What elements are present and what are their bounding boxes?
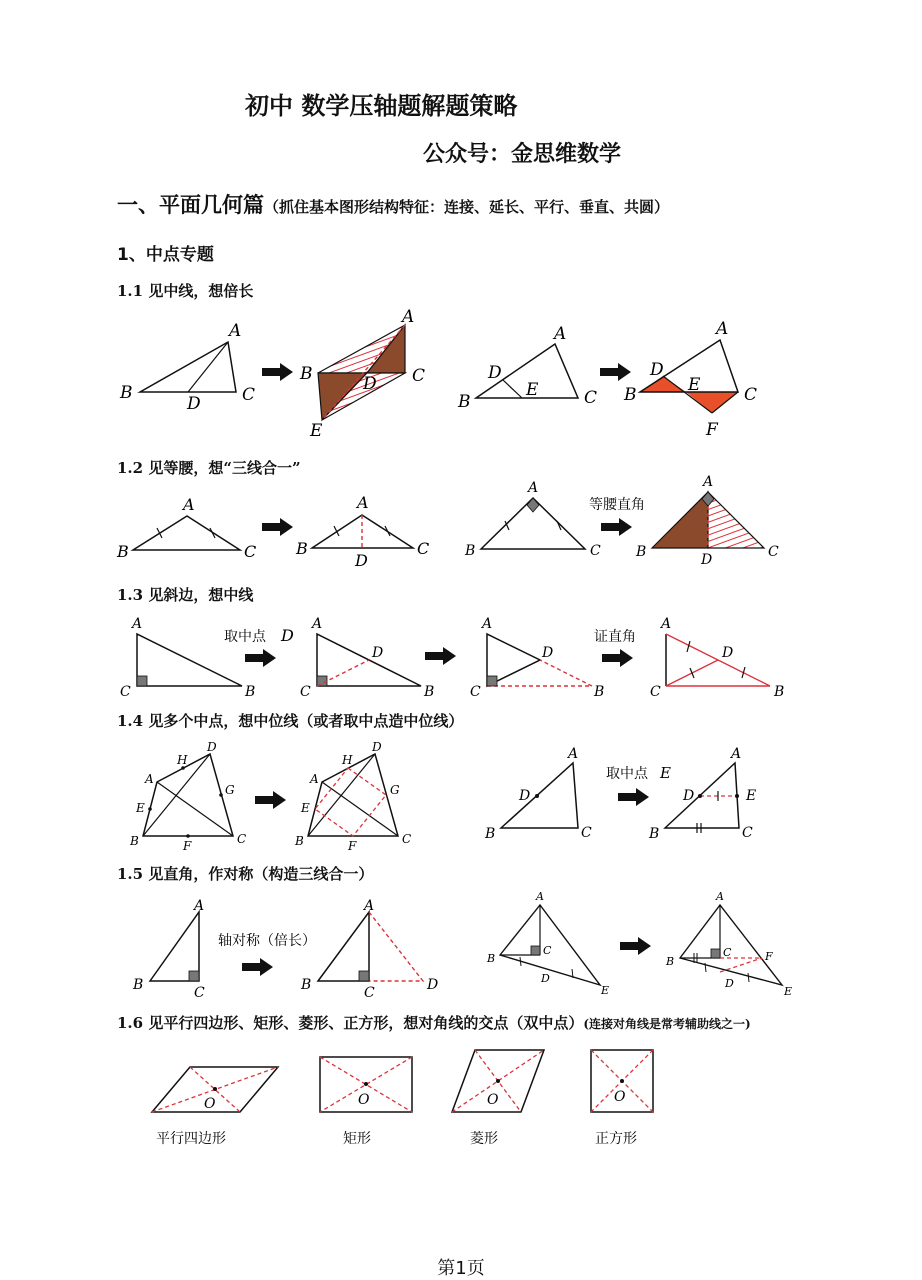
label-take-mid-e: 取中点: [606, 766, 648, 782]
svg-text:D: D: [372, 740, 382, 754]
svg-text:B: B: [133, 977, 144, 993]
svg-text:E: E: [746, 788, 757, 804]
figure-1-2-a: [116, 495, 256, 561]
arrow-icon: [601, 518, 632, 536]
label-take-mid-d: 取中点: [224, 629, 266, 645]
figure-1-2-b: [295, 493, 429, 570]
svg-text:C: C: [300, 684, 311, 700]
svg-text:A: A: [312, 616, 323, 632]
svg-text:C: C: [120, 684, 131, 700]
figure-1-4-b: [294, 740, 411, 853]
svg-text:A: A: [145, 772, 154, 786]
svg-text:C: C: [244, 542, 257, 561]
caption-square: 正方形: [595, 1131, 637, 1147]
figure-1-3-b: [300, 616, 434, 700]
figure-square: [591, 1050, 653, 1112]
svg-text:C: C: [723, 946, 732, 959]
svg-text:B: B: [649, 826, 660, 842]
page-title: 初中 数学压轴题解题策略: [245, 92, 518, 120]
svg-text:E: E: [136, 801, 145, 815]
svg-text:A: A: [310, 772, 319, 786]
caption-rhombus: 菱形: [470, 1131, 498, 1147]
svg-text:D: D: [519, 788, 531, 804]
svg-text:B: B: [117, 542, 129, 561]
svg-text:C: C: [364, 985, 375, 1001]
svg-text:E: E: [784, 985, 793, 998]
svg-text:D: D: [701, 552, 713, 568]
svg-text:A: A: [528, 480, 539, 496]
svg-text:B: B: [487, 952, 496, 965]
svg-text:A: A: [716, 890, 724, 903]
svg-text:A: A: [568, 746, 579, 762]
svg-text:A: A: [716, 319, 729, 339]
svg-text:E: E: [688, 375, 701, 395]
arrow-icon: [620, 937, 651, 955]
svg-text:H: H: [177, 753, 188, 767]
svg-text:D: D: [541, 972, 550, 985]
svg-text:E: E: [310, 421, 323, 441]
figure-1-3-d: [650, 616, 784, 700]
svg-text:A: A: [364, 898, 375, 914]
figure-1-4-d: [648, 746, 756, 842]
svg-text:C: C: [584, 388, 598, 408]
svg-text:B: B: [300, 364, 313, 384]
svg-text:A: A: [402, 307, 415, 327]
svg-text:C: C: [742, 825, 753, 841]
svg-text:B: B: [636, 544, 647, 560]
svg-text:O: O: [204, 1096, 216, 1112]
svg-text:B: B: [666, 955, 675, 968]
svg-text:O: O: [487, 1092, 499, 1108]
item-1-6-note: (连接对角线是常考辅助线之一): [583, 1017, 751, 1031]
svg-text:C: C: [744, 385, 758, 405]
arrow-icon: [242, 958, 273, 976]
svg-text:D: D: [488, 363, 502, 383]
label-axis-sym: 轴对称（倍长）: [218, 933, 316, 949]
svg-text:C: C: [412, 366, 426, 386]
figure-rectangle: [320, 1057, 412, 1112]
svg-text:A: A: [731, 746, 742, 762]
svg-text:E: E: [526, 380, 539, 400]
figure-1-4-c: [484, 746, 592, 842]
label-point-e: E: [660, 764, 671, 782]
svg-text:A: A: [536, 890, 544, 903]
caption-parallelogram: 平行四边形: [156, 1131, 226, 1147]
svg-text:B: B: [301, 977, 312, 993]
svg-text:C: C: [590, 543, 601, 559]
arrow-icon: [262, 363, 293, 381]
svg-text:D: D: [650, 360, 664, 380]
svg-text:D: D: [725, 977, 734, 990]
label-point-d: D: [281, 626, 294, 645]
figure-1-5-a: [132, 898, 205, 1001]
caption-rectangle: 矩形: [343, 1131, 371, 1147]
figure-1-2-c: [464, 480, 601, 559]
figure-1-5-d: [665, 890, 792, 998]
svg-text:A: A: [183, 495, 195, 514]
arrow-icon: [425, 647, 456, 665]
svg-text:D: D: [683, 788, 695, 804]
svg-text:E: E: [601, 984, 610, 997]
arrow-icon: [245, 649, 276, 667]
svg-text:C: C: [237, 832, 247, 846]
figure-parallelogram: [152, 1067, 278, 1112]
svg-text:G: G: [390, 783, 400, 797]
svg-text:F: F: [348, 839, 357, 853]
item-heading-1-3: 1.3 见斜边，想中线: [117, 586, 254, 604]
svg-text:A: A: [703, 474, 714, 490]
item-heading-1-4: 1.4 见多个中点，想中位线（或者取中点造中位线）: [117, 712, 464, 730]
arrow-icon: [618, 788, 649, 806]
svg-text:B: B: [130, 834, 139, 848]
svg-text:O: O: [614, 1089, 626, 1105]
svg-text:D: D: [372, 645, 384, 661]
svg-text:D: D: [722, 645, 734, 661]
svg-text:F: F: [706, 420, 718, 440]
arrow-icon: [255, 791, 286, 809]
svg-text:F: F: [765, 950, 773, 963]
svg-text:B: B: [245, 684, 256, 700]
svg-text:C: C: [768, 544, 779, 560]
figure-1-5-b: [300, 898, 438, 1001]
svg-text:B: B: [424, 684, 435, 700]
figure-1-1-c: [457, 324, 597, 412]
figure-1-5-c: [486, 890, 609, 997]
svg-text:C: C: [581, 825, 592, 841]
svg-text:F: F: [183, 839, 192, 853]
item-1-6-label: 1.6 见平行四边形、矩形、菱形、正方形，想对角线的交点（双中点）: [117, 1014, 584, 1032]
svg-text:C: C: [543, 944, 552, 957]
figure-1-4-a: [129, 740, 246, 853]
figure-rhombus: [452, 1050, 544, 1112]
svg-text:B: B: [485, 826, 496, 842]
svg-text:A: A: [661, 616, 672, 632]
figure-1-1-b: [299, 307, 425, 441]
label-prove-right: 证直角: [594, 629, 636, 645]
svg-text:B: B: [465, 543, 476, 559]
label-isosceles-right: 等腰直角: [589, 497, 645, 513]
item-heading-1-1: 1.1 见中线，想倍长: [117, 282, 254, 300]
svg-text:O: O: [358, 1092, 370, 1108]
figure-1-3-c: [470, 616, 604, 700]
svg-text:A: A: [132, 616, 143, 632]
svg-text:D: D: [355, 551, 368, 570]
svg-text:B: B: [120, 383, 133, 403]
topic-heading: 1、中点专题: [117, 245, 214, 265]
svg-text:B: B: [624, 385, 637, 405]
figure-1-1-a: [119, 321, 255, 414]
svg-text:C: C: [417, 539, 430, 558]
svg-text:C: C: [242, 385, 256, 405]
arrow-icon: [600, 363, 631, 381]
svg-text:B: B: [458, 392, 471, 412]
arrow-icon: [602, 649, 633, 667]
svg-text:B: B: [296, 539, 308, 558]
section-label: 一、平面几何篇: [117, 193, 264, 217]
svg-text:E: E: [301, 801, 310, 815]
svg-text:A: A: [194, 898, 205, 914]
svg-text:A: A: [229, 321, 242, 341]
item-heading-1-5: 1.5 见直角，作对称（构造三线合一）: [117, 865, 374, 883]
svg-text:C: C: [470, 684, 481, 700]
svg-text:B: B: [594, 684, 605, 700]
svg-text:C: C: [402, 832, 412, 846]
svg-text:D: D: [542, 645, 554, 661]
svg-text:D: D: [187, 394, 201, 414]
section-note: （抓住基本图形结构特征：连接、延长、平行、垂直、共圆）: [264, 198, 670, 216]
svg-text:A: A: [482, 616, 493, 632]
page-number: 第1页: [437, 1258, 485, 1279]
arrow-icon: [262, 518, 293, 536]
svg-text:D: D: [363, 374, 377, 394]
item-heading-1-2: 1.2 见等腰，想“三线合一”: [117, 459, 301, 477]
svg-text:D: D: [207, 740, 217, 754]
svg-text:G: G: [225, 783, 235, 797]
svg-text:B: B: [774, 684, 785, 700]
figure-1-1-d: [623, 319, 757, 440]
svg-text:H: H: [342, 753, 353, 767]
svg-text:C: C: [650, 684, 661, 700]
svg-text:C: C: [194, 985, 205, 1001]
page-subtitle: 公众号：金思维数学: [423, 142, 622, 167]
svg-text:A: A: [357, 493, 369, 512]
figure-1-2-d: [635, 474, 779, 568]
svg-text:B: B: [295, 834, 304, 848]
svg-text:D: D: [427, 977, 439, 993]
svg-text:A: A: [554, 324, 567, 344]
